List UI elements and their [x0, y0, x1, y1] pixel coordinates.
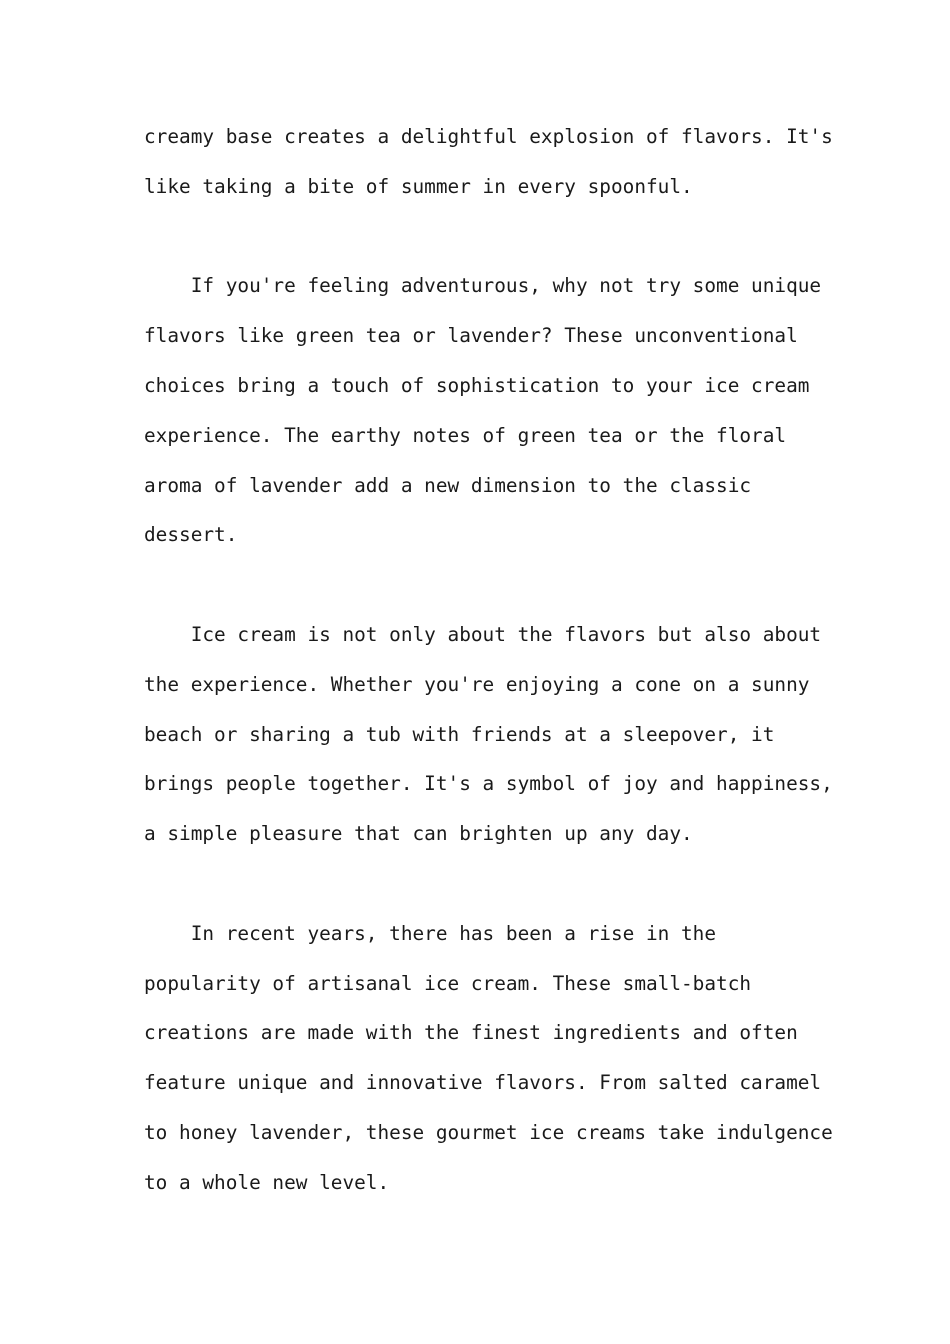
paragraph-2 — [144, 261, 822, 560]
paragraph-line: aroma of lavender add a new dimension to the classic — [144, 473, 752, 497]
paragraph-line: creations are made with the finest ingredients and often — [144, 1021, 798, 1045]
paragraph-3 — [144, 610, 833, 859]
paragraph-line: choices bring a touch of sophistication to your ice cream — [144, 373, 810, 397]
paragraph-line: brings people together. It's a symbol of joy and happiness, — [144, 772, 833, 796]
paragraph-4 — [144, 909, 833, 1208]
paragraph-spacer — [144, 560, 809, 610]
paragraph-line: to a whole new level. — [144, 1170, 390, 1194]
paragraph-line: dessert. — [144, 523, 238, 547]
paragraph-line: like taking a bite of summer in every spoonful. — [144, 174, 693, 198]
paragraph-line: In recent years, there has been a rise in the — [144, 921, 717, 945]
paragraph-spacer — [144, 859, 809, 909]
paragraph-line: creamy base creates a delightful explosion of flavors. It's — [144, 125, 833, 148]
paragraph-line: flavors like green tea or lavender? These unconventional — [144, 324, 798, 348]
paragraph-1 — [144, 112, 833, 212]
paragraph-spacer — [144, 212, 809, 262]
paragraph-line: experience. The earthy notes of green tea or the floral — [144, 423, 787, 447]
paragraph-line: feature unique and innovative flavors. From salted caramel — [144, 1071, 822, 1095]
document-body — [144, 112, 833, 1208]
paragraph-line: the experience. Whether you're enjoying a cone on a sunny — [144, 672, 810, 696]
paragraph-line: popularity of artisanal ice cream. These small-batch — [144, 971, 752, 995]
paragraph-line: Ice cream is not only about the flavors but also about — [144, 622, 822, 646]
paragraph-line: beach or sharing a tub with friends at a sleepover, it — [144, 722, 775, 746]
paragraph-line: to honey lavender, these gourmet ice creams take indulgence — [144, 1120, 833, 1144]
paragraph-line: If you're feeling adventurous, why not try some unique — [144, 274, 822, 298]
paragraph-line: a simple pleasure that can brighten up any day. — [144, 822, 693, 846]
